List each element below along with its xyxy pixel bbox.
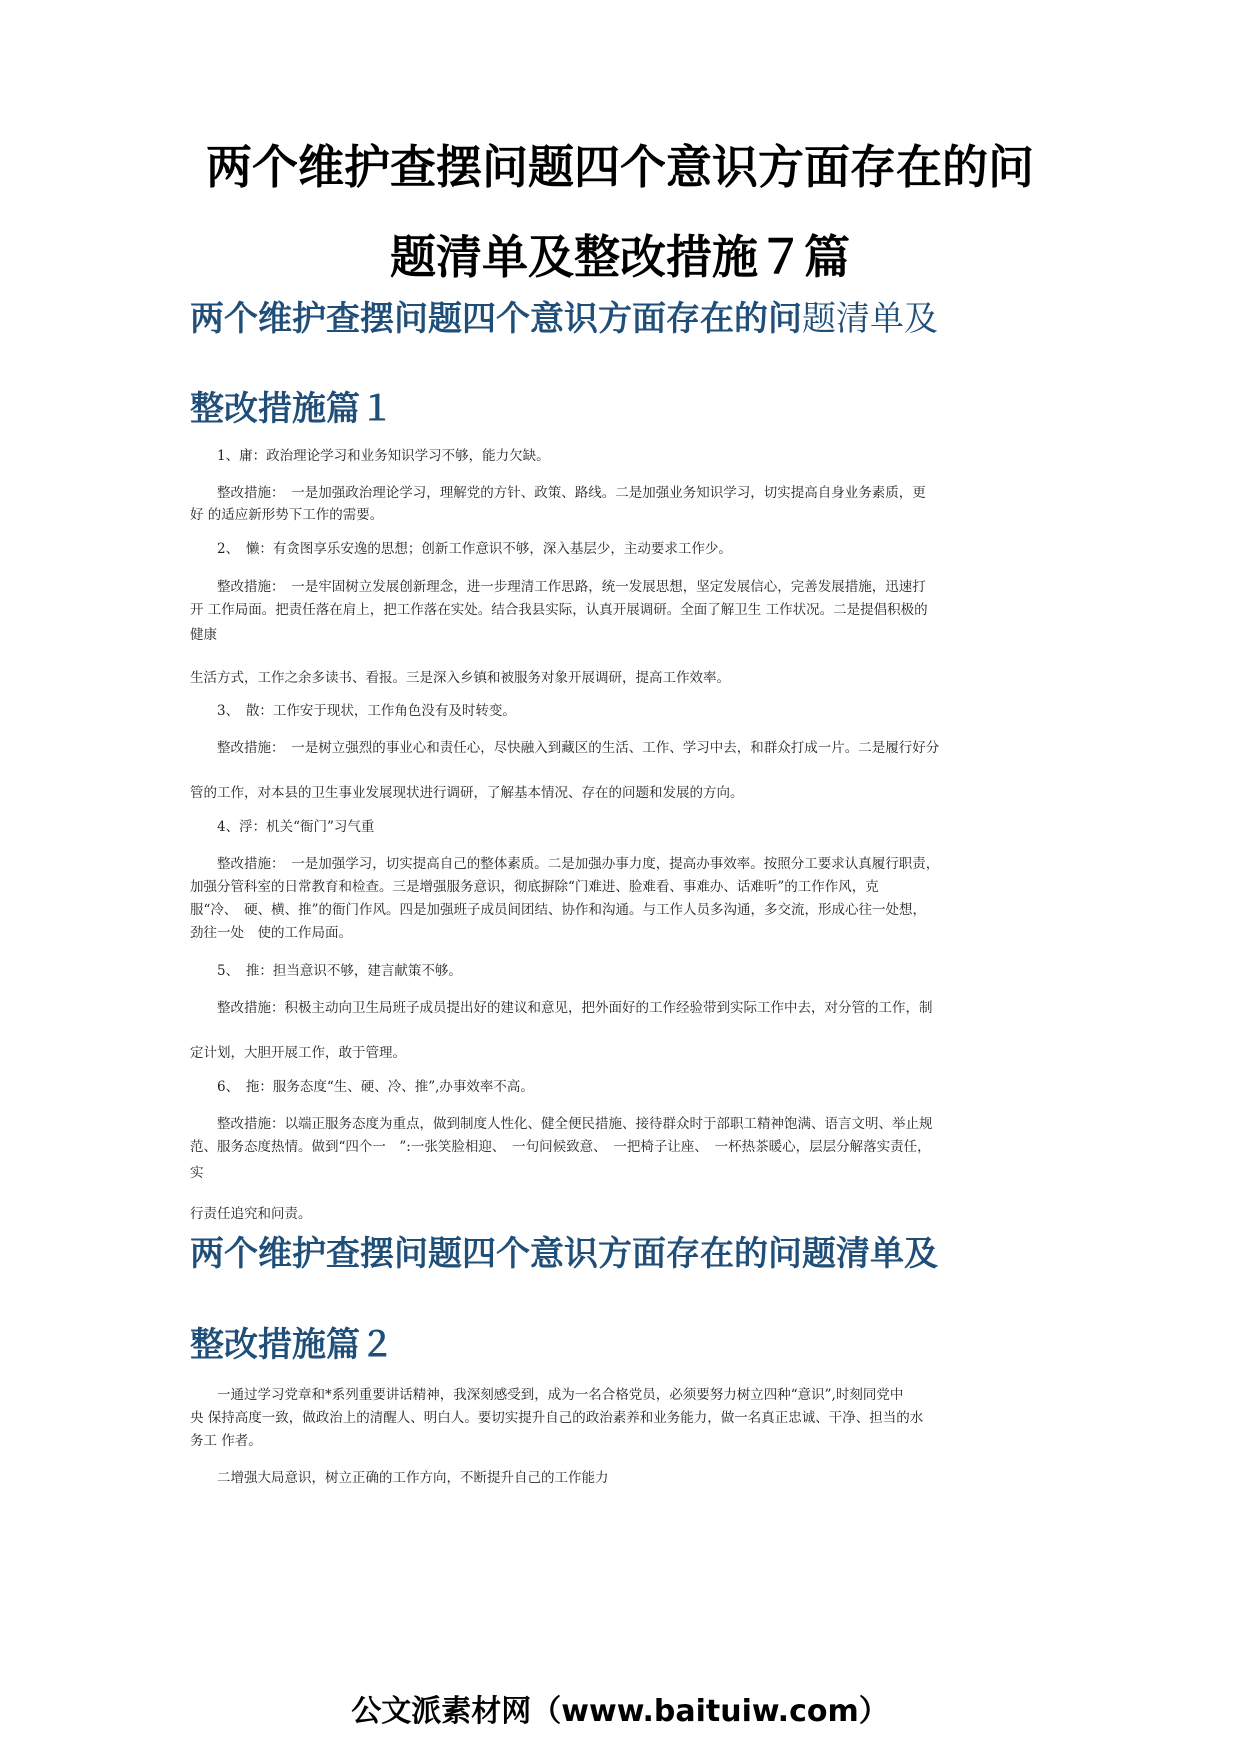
section-1-heading-light-part: 题清单及 [802, 299, 938, 339]
section-2-heading-line-1: 两个维护查摆问题四个意识方面存在的问题清单及 [190, 1234, 938, 1274]
document-title-line-2: 题清单及整改措施７篇 [390, 230, 850, 284]
paragraph: 整改措施：积极主动向卫生局班子成员提出好的建议和意见，把外面好的工作经验带到实际工作中去，对分管的工作，制 [217, 1000, 933, 1016]
paragraph: 实 [190, 1165, 204, 1181]
paragraph: 生活方式，工作之余多读书、看报。三是深入乡镇和被服务对象开展调研，提高工作效率。 [190, 670, 730, 686]
paragraph: 二增强大局意识，树立正确的工作方向，不断提升自己的工作能力 [217, 1470, 609, 1486]
paragraph: 劲往一处 使的工作局面。 [190, 925, 352, 941]
paragraph: 开 工作局面。把责任落在肩上，把工作落在实处。结合我县实际，认真开展调研。全面了解卫生 工作状况。二是提倡积极的 [190, 602, 928, 618]
paragraph: 整改措施： 一是加强学习，切实提高自己的整体素质。二是加强办事力度，提高办事效率。按照分工要求认真履行职责， [217, 856, 940, 872]
paragraph: 健康 [190, 627, 217, 643]
paragraph: 好 的适应新形势下工作的需要。 [190, 507, 384, 523]
paragraph: 务工 作者。 [190, 1433, 262, 1449]
paragraph: 一通过学习党章和*系列重要讲话精神，我深刻感受到，成为一名合格党员，必须要努力树立四种“意识”,时刻同党中 [217, 1387, 904, 1403]
paragraph: 整改措施：以端正服务态度为重点，做到制度人性化、健全便民措施、接待群众时于部职工精神饱满、语言文明、举止规 [217, 1116, 933, 1132]
paragraph: 4、浮：机关“衙门”习气重 [217, 819, 375, 835]
document-title-line-1: 两个维护查摆问题四个意识方面存在的问 [206, 140, 1034, 194]
paragraph: 整改措施： 一是树立强烈的事业心和责任心，尽快融入到藏区的生活、工作、学习中去，和群众打成一片。二是履行好分 [217, 740, 940, 756]
footer-watermark: 公文派素材网（www.baituiw.com） [351, 1694, 889, 1729]
paragraph: 管的工作，对本县的卫生事业发展现状进行调研，了解基本情况、存在的问题和发展的方向。 [190, 785, 744, 801]
paragraph: 服“冷、 硬、横、推”的衙门作风。四是加强班子成员间团结、协作和沟通。与工作人员多沟通，多交流，形成心往一处想， [190, 902, 927, 918]
paragraph: 2、 懒：有贪图享乐安逸的思想；创新工作意识不够，深入基层少，主动要求工作少。 [217, 541, 732, 557]
section-1-heading-line-2: 整改措施篇１ [190, 389, 394, 429]
paragraph: 整改措施： 一是加强政治理论学习，理解党的方针、政策、路线。二是加强业务知识学习，切实提高自身业务素质，更 [217, 485, 926, 501]
paragraph: 行责任追究和问责。 [190, 1206, 312, 1222]
paragraph: 央 保持高度一致，做政治上的清醒人、明白人。要切实提升自己的政治素养和业务能力，做一名真正忠诚、干净、担当的水 [190, 1410, 924, 1426]
paragraph: 3、 散：工作安于现状，工作角色没有及时转变。 [217, 703, 516, 719]
paragraph: 整改措施： 一是牢固树立发展创新理念，进一步理清工作思路，统一发展思想，坚定发展信心，完善发展措施，迅速打 [217, 579, 926, 595]
paragraph: 5、 推：担当意识不够，建言献策不够。 [217, 963, 462, 979]
paragraph: 定计划，大胆开展工作，敢于管理。 [190, 1045, 406, 1061]
paragraph: 加强分管科室的日常教育和检查。三是增强服务意识，彻底摒除“门难进、脸难看、事难办、话难听”的工作作风，克 [190, 879, 879, 895]
section-2-heading-line-2: 整改措施篇２ [190, 1325, 394, 1365]
section-1-heading-bold-part: 两个维护查摆问题四个意识方面存在的问 [190, 299, 802, 339]
section-1-heading-line-1 [190, 299, 938, 339]
paragraph: 6、 拖：服务态度“生、硬、冷、推”,办事效率不高。 [217, 1079, 534, 1095]
paragraph: 1、庸：政治理论学习和业务知识学习不够，能力欠缺。 [217, 448, 550, 464]
paragraph: 范、服务态度热情。做到“四个一 ”:一张笑脸相迎、 一句问候致意、 一把椅子让座、 一杯热茶暖心，层层分解落实责任， [190, 1139, 931, 1155]
